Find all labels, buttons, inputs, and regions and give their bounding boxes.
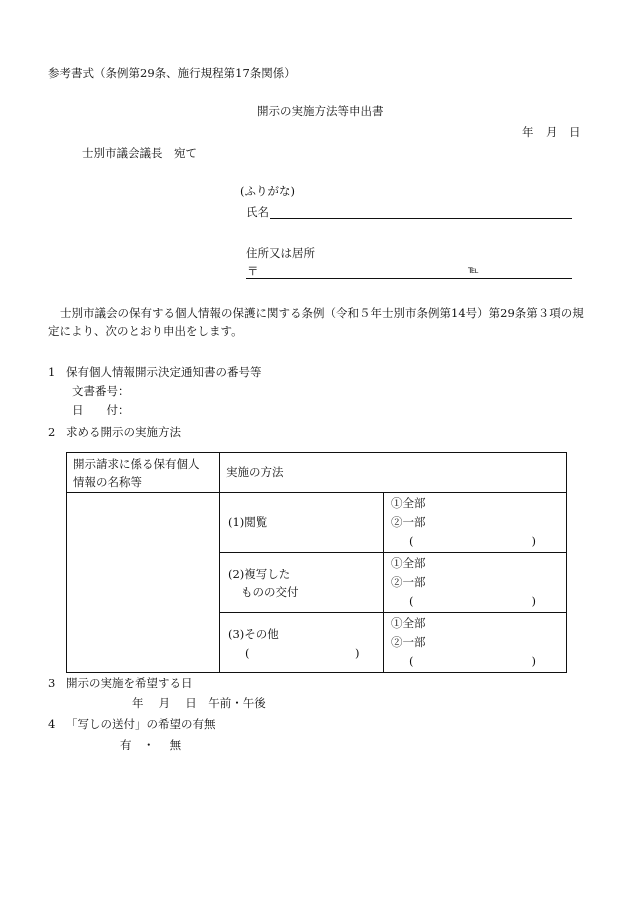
col2-header: 実施の方法 <box>220 453 567 493</box>
method-3-label: (3)その他 <box>228 627 279 641</box>
method-2-options <box>384 553 567 613</box>
address-field[interactable] <box>246 278 572 279</box>
method-3-paren-close: ) <box>355 646 360 660</box>
method-3-cell <box>220 613 384 673</box>
tel-mark: ℡ <box>468 265 479 276</box>
paren-close: ) <box>531 654 536 668</box>
paren-open: ( <box>409 654 414 668</box>
method-1-options <box>384 493 567 553</box>
option-all[interactable]: ①全部 <box>391 616 426 630</box>
option-part[interactable]: ②一部 <box>391 515 426 529</box>
addressee: 士別市議会議長 宛て <box>82 146 197 160</box>
doc-number-label: 文書番号： <box>72 384 130 398</box>
notice-date-label: 日 付： <box>72 403 130 417</box>
option-all[interactable]: ①全部 <box>391 496 426 510</box>
method-3-options <box>384 613 567 673</box>
copy-delivery-choice[interactable]: 有 ・ 無 <box>120 738 182 752</box>
method-3-paren-open: ( <box>245 646 250 660</box>
paren-close: ) <box>531 594 536 608</box>
section2-heading: 求める開示の実施方法 <box>66 425 181 439</box>
preferred-date-value[interactable]: 年 月 日 午前・午後 <box>132 696 266 710</box>
method-2-label-line2: ものの交付 <box>241 584 299 599</box>
info-name-cell[interactable] <box>67 493 220 673</box>
section1-heading: 保有個人情報開示決定通知書の番号等 <box>66 365 262 379</box>
method-2-cell <box>220 553 384 613</box>
paren-open: ( <box>409 594 414 608</box>
section3-heading: 開示の実施を希望する日 <box>66 676 193 690</box>
option-all[interactable]: ①全部 <box>391 556 426 570</box>
body-line-1: 士別市議会の保有する個人情報の保護に関する条例（令和５年士別市条例第14号）第29条第３項の規 <box>60 306 584 320</box>
section4-number: 4 <box>48 717 56 731</box>
paren-close: ) <box>531 534 536 548</box>
option-part[interactable]: ②一部 <box>391 575 426 589</box>
postal-mark: 〒 <box>247 264 259 278</box>
date-day: 日 <box>569 125 581 139</box>
section3-number: 3 <box>48 676 56 690</box>
reference-label: 参考書式（条例第29条、施行規程第17条関係） <box>48 66 296 80</box>
section1-number: 1 <box>48 365 56 379</box>
option-part[interactable]: ②一部 <box>391 635 426 649</box>
page-title: 開示の実施方法等申出書 <box>257 104 384 118</box>
furigana-label: (ふりがな) <box>240 184 295 198</box>
col1-header-line1: 開示請求に係る保有個人 <box>73 456 200 471</box>
section2-number: 2 <box>48 425 56 439</box>
date-month: 月 <box>546 125 558 139</box>
body-line-2: 定により、次のとおり申出をします。 <box>48 324 243 338</box>
name-label: 氏名 <box>246 205 269 219</box>
method-2-label-line1: (2)複写した <box>228 566 291 581</box>
col1-header <box>67 453 220 493</box>
date-year: 年 <box>522 125 534 139</box>
name-field[interactable] <box>270 218 572 219</box>
method-1-cell <box>220 493 384 553</box>
col1-header-line2: 情報の名称等 <box>73 474 142 489</box>
address-label: 住所又は居所 <box>246 246 315 260</box>
section4-heading: 「写しの送付」の希望の有無 <box>66 717 216 731</box>
paren-open: ( <box>409 534 414 548</box>
disclosure-method-table <box>66 452 567 673</box>
method-1-label: (1)閲覧 <box>228 514 268 529</box>
